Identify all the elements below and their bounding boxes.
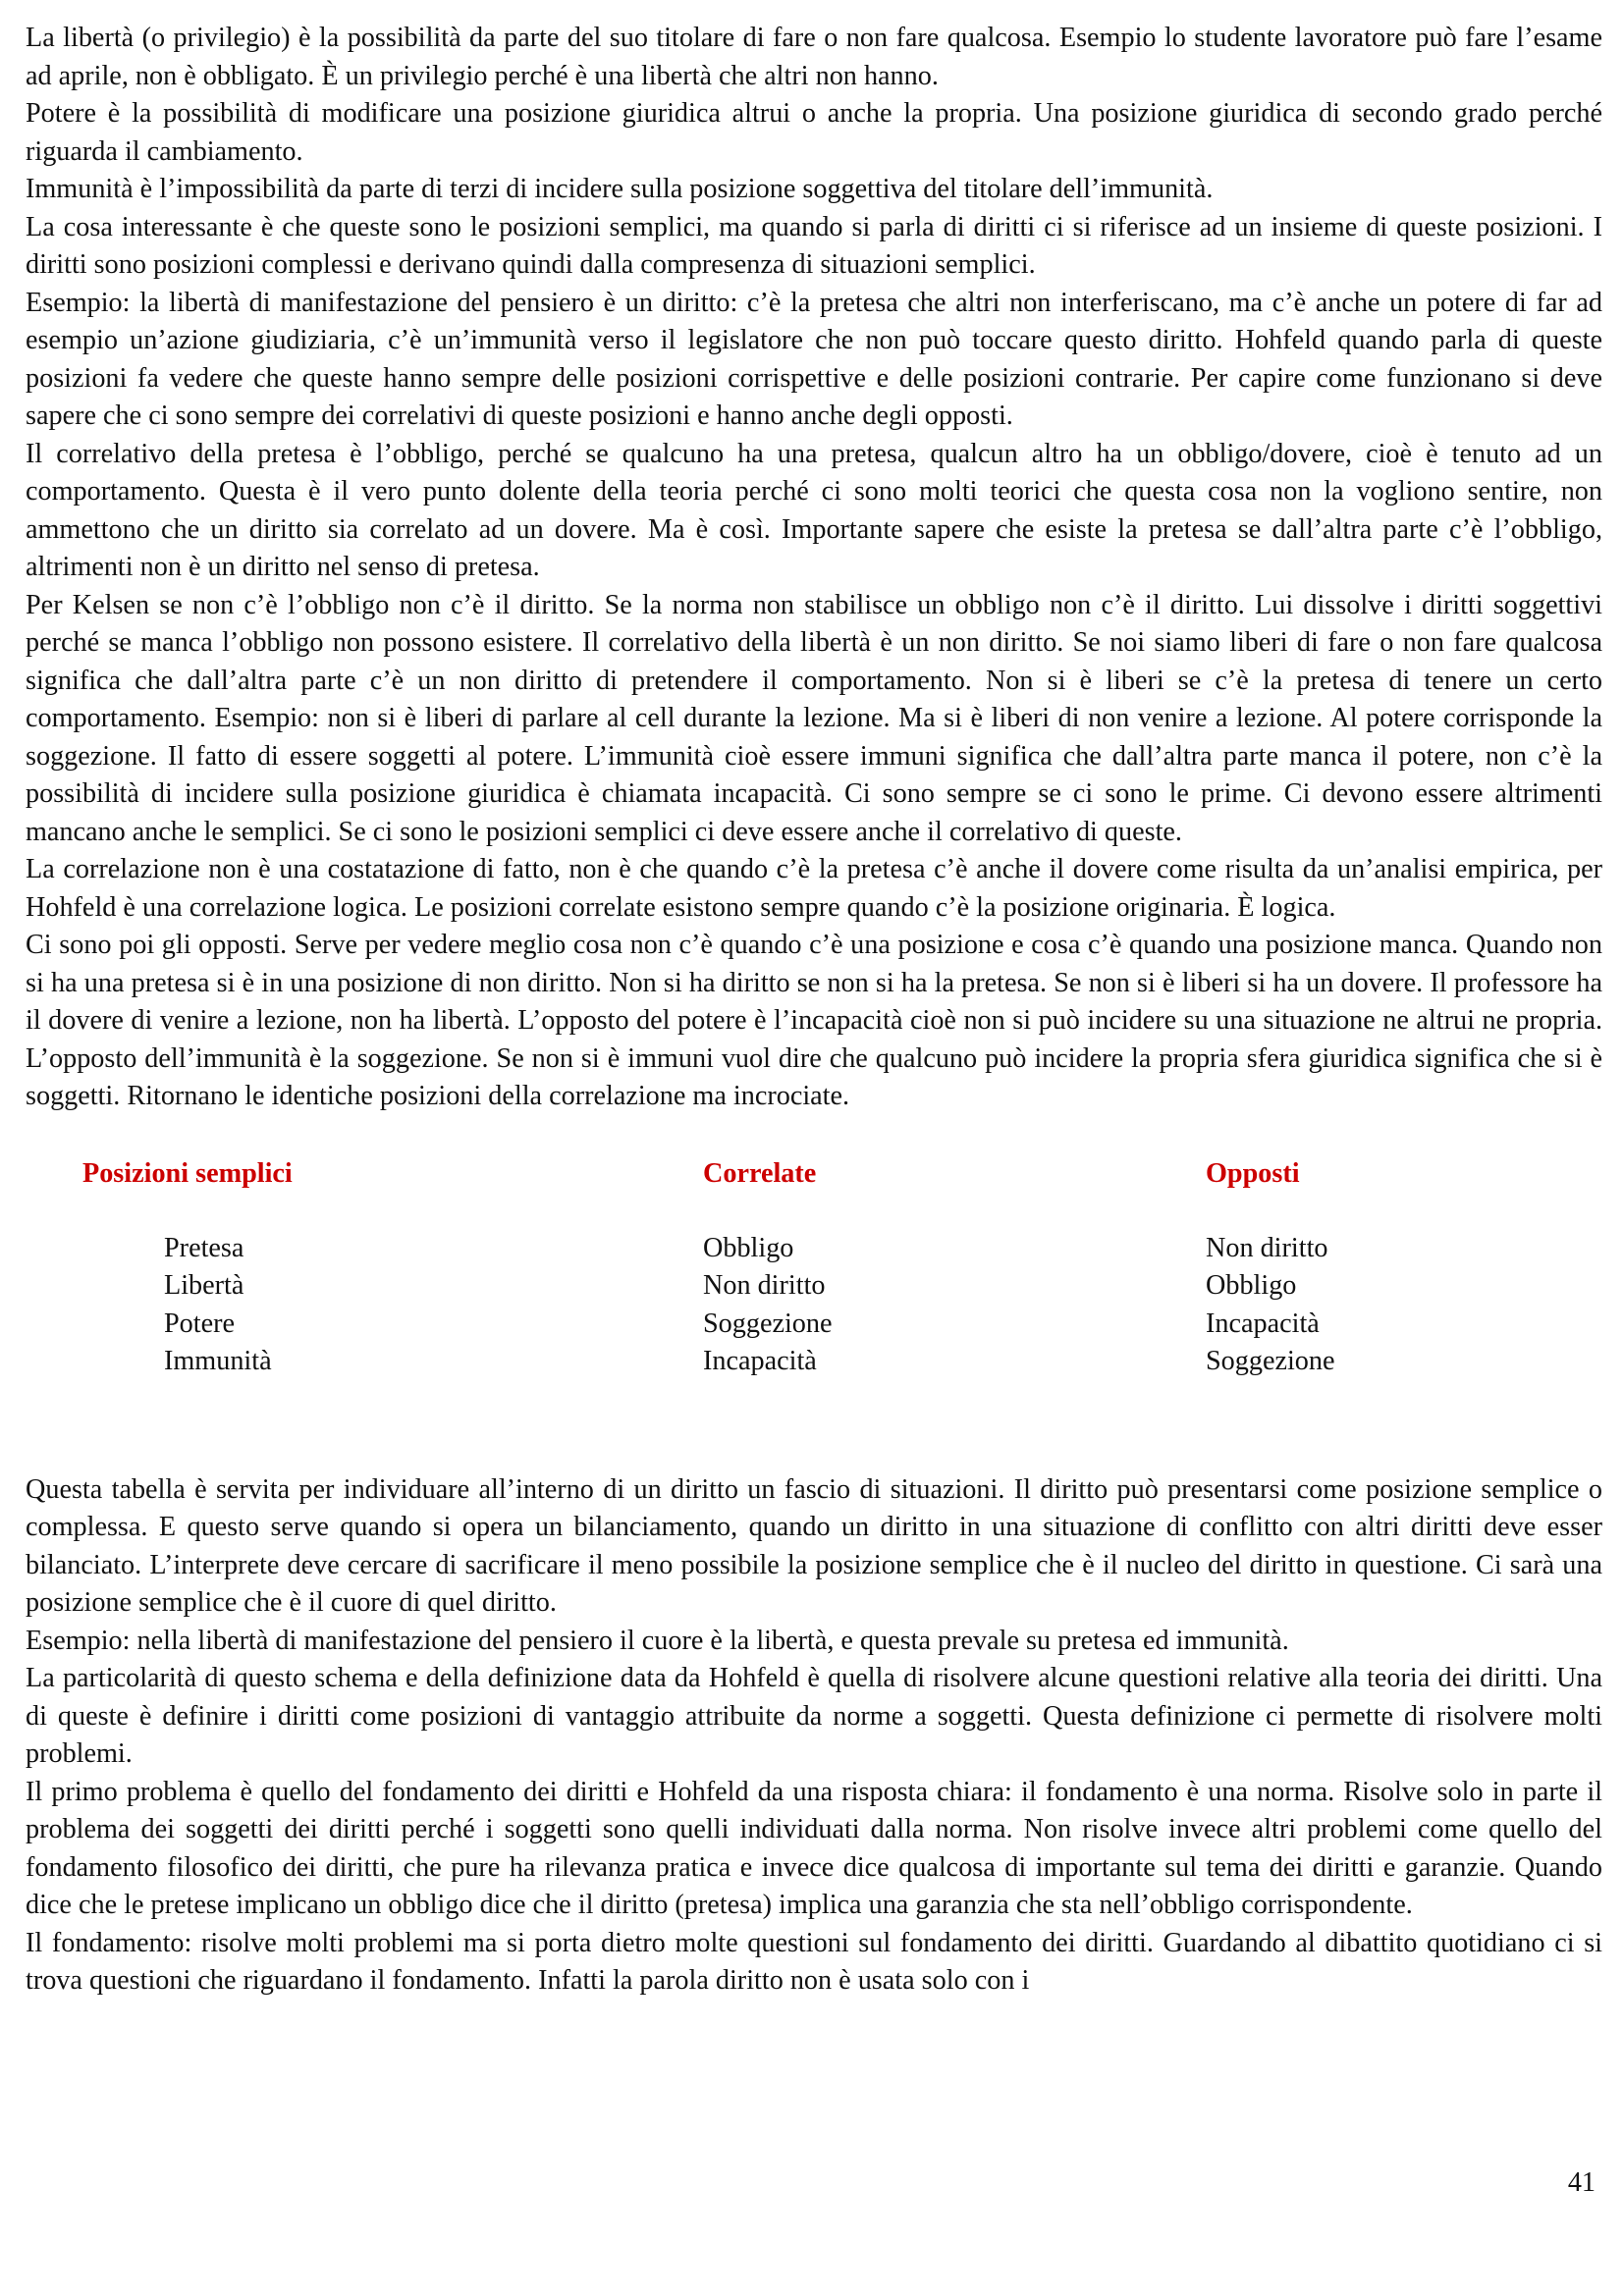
table-cell: Potere	[164, 1308, 236, 1339]
table-column-correlate	[703, 1230, 833, 1381]
paragraph-kelsen: Per Kelsen se non c’è l’obbligo non c’è il diritto. Se la norma non stabilisce un obbligo non c’è il diritto. Lui dissolve i diritti soggettivi perché se manca l’obbligo non possono esistere. Il correlativo della libertà è un non diritto. Se noi siamo liberi di fare o non fare qualcosa significa che dall’altra parte c’è un non diritto di pretendere il comportamento. Non si è liberi se c’è la pretesa di tenere un certo comportamento. Esempio: non si è liberi di parlare al cell durante la lezione. Ma si è liberi di non venire a lezione. Al potere corrisponde la soggezione. Il fatto di essere soggetti al potere. L’immunità cioè essere immuni significa che dall’altra parte manca il potere, non c’è la possibilità di incidere sulla posizione giuridica è chiamata incapacità. Ci sono sempre se ci sono le prime. Ci devono essere altrimenti mancano anche le semplici. Se ci sono le posizioni semplici ci deve essere anche il correlativo di queste.	[26, 589, 1602, 847]
paragraph-potere: Potere è la possibilità di modificare una posizione giuridica altrui o anche la propria. Una posizione giuridica di secondo grado perché riguarda il cambiamento.	[26, 98, 1602, 167]
table-column-semplici	[164, 1230, 272, 1381]
table-column-opposti	[1206, 1230, 1335, 1381]
table-cell: Libertà	[164, 1270, 244, 1301]
table-cell: Pretesa	[164, 1232, 244, 1263]
paragraph-tabella: Questa tabella è servita per individuare all’interno di un diritto un fascio di situazioni. Il diritto può presentarsi come posizione semplice o complessa. E questo serve quando si opera un bilanciamento, quando un diritto in una situazione di conflitto con altri diritti deve esser bilanciato. L’interprete deve cercare di sacrificare il meno possibile la posizione semplice che è il nucleo del diritto in questione. Ci sarà una posizione semplice che è il cuore di quel diritto.	[26, 1473, 1602, 1618]
paragraph-posizioni-semplici: La cosa interessante è che queste sono le posizioni semplici, ma quando si parla di diritti ci si riferisce ad un insieme di queste posizioni. I diritti sono posizioni complessi e derivano quindi dalla compresenza di situazioni semplici.	[26, 211, 1602, 280]
table-header-opposti: Opposti	[1206, 1157, 1300, 1189]
paragraph-particolarita: La particolarità di questo schema e della definizione data da Hohfeld è quella di risolvere alcune questioni relative alla teoria dei diritti. Una di queste è definire i diritti come posizioni di vantaggio attribuite da norme a soggetti. Questa definizione ci permette di risolvere molti problemi.	[26, 1663, 1602, 1769]
table-cell: Obbligo	[703, 1232, 794, 1263]
table-cell: Incapacità	[703, 1346, 817, 1376]
paragraph-esempio-manifestazione: Esempio: la libertà di manifestazione del pensiero è un diritto: c’è la pretesa che altri non interferiscano, ma c’è anche un potere di far ad esempio un’azione giudiziaria, c’è un’immunità verso il legislatore che non può toccare questo diritto. Hohfeld quando parla di queste posizioni fa vedere che queste hanno sempre delle posizioni corrispettive e delle posizioni contrarie. Per capire come funzionano si deve sapere che ci sono sempre dei correlativi di queste posizioni e hanno anche degli opposti.	[26, 287, 1602, 431]
paragraph-fondamento: Il fondamento: risolve molti problemi ma si porta dietro molte questioni sul fondamento dei diritti. Guardando al dibattito quotidiano ci si trova questioni che riguardano il fondamento. Infatti la parola diritto non è usata solo con i	[26, 1927, 1602, 1996]
paragraph-esempio-cuore: Esempio: nella libertà di manifestazione del pensiero il cuore è la libertà, e questa prevale su pretesa ed immunità.	[26, 1625, 1289, 1656]
table-cell: Non diritto	[1206, 1232, 1328, 1263]
paragraph-correlativo-pretesa: Il correlativo della pretesa è l’obbligo, perché se qualcuno ha una pretesa, qualcun altro ha un obbligo/dovere, cioè è tenuto ad un comportamento. Questa è il vero punto dolente della teoria perché ci sono molti teorici che questa cosa non la vogliono sentire, non ammettono che un diritto sia correlato ad un dovere. Ma è così. Importante sapere che esiste la pretesa se dall’altra parte c’è l’obbligo, altrimenti non è un diritto nel senso di pretesa.	[26, 438, 1602, 582]
table-cell: Soggezione	[1206, 1346, 1335, 1376]
table-cell: Non diritto	[703, 1270, 826, 1301]
paragraph-primo-problema: Il primo problema è quello del fondamento dei diritti e Hohfeld da una risposta chiara: il fondamento è una norma. Risolve solo in parte il problema dei soggetti dei diritti perché i soggetti sono quelli individuati dalla norma. Non risolve invece altri problemi come quello del fondamento filosofico dei diritti, che pure ha rilevanza pratica e invece dice qualcosa di importante sul tema dei diritti e garanzie. Quando dice che le pretese implicano un obbligo dice che il diritto (pretesa) implica una garanzia che sta nell’obbligo corrispondente.	[26, 1776, 1602, 1920]
paragraph-immunita: Immunità è l’impossibilità da parte di terzi di incidere sulla posizione soggettiva del titolare dell’immunità.	[26, 174, 1214, 204]
page-number: 41	[1567, 2167, 1596, 2198]
document-page	[26, 20, 1602, 2001]
table-cell: Incapacità	[1206, 1308, 1320, 1339]
table-cell: Soggezione	[703, 1308, 833, 1339]
table-header-semplici: Posizioni semplici	[82, 1157, 293, 1189]
paragraph-liberta: La libertà (o privilegio) è la possibilità da parte del suo titolare di fare o non fare qualcosa. Esempio lo studente lavoratore può fare l’esame ad aprile, non è obbligato. È un privilegio perché è una libertà che altri non hanno.	[26, 23, 1602, 91]
table-cell: Immunità	[164, 1346, 272, 1376]
paragraph-correlazione-logica: La correlazione non è una costatazione di fatto, non è che quando c’è la pretesa c’è anche il dovere come risulta da un’analisi empirica, per Hohfeld è una correlazione logica. Le posizioni correlate esistono sempre quando c’è la posizione originaria. È logica.	[26, 854, 1602, 923]
table-header-correlate: Correlate	[703, 1157, 817, 1189]
table-cell: Obbligo	[1206, 1270, 1297, 1301]
paragraph-opposti: Ci sono poi gli opposti. Serve per vedere meglio cosa non c’è quando c’è una posizione e cosa c’è quando una posizione manca. Quando non si ha una pretesa si è in una posizione di non diritto. Non si ha diritto se non si ha la pretesa. Se non si è liberi si ha un dovere. Il professore ha il dovere di venire a lezione, non ha libertà. L’opposto del potere è l’incapacità cioè non si può incidere su una situazione ne altrui ne propria. L’opposto dell’immunità è la soggezione. Se non si è immuni vuol dire che qualcuno può incidere la propria sfera giuridica significa che si è soggetti. Ritornano le identiche posizioni della correlazione ma incrociate.	[26, 930, 1602, 1111]
positions-table	[26, 1155, 1602, 1422]
